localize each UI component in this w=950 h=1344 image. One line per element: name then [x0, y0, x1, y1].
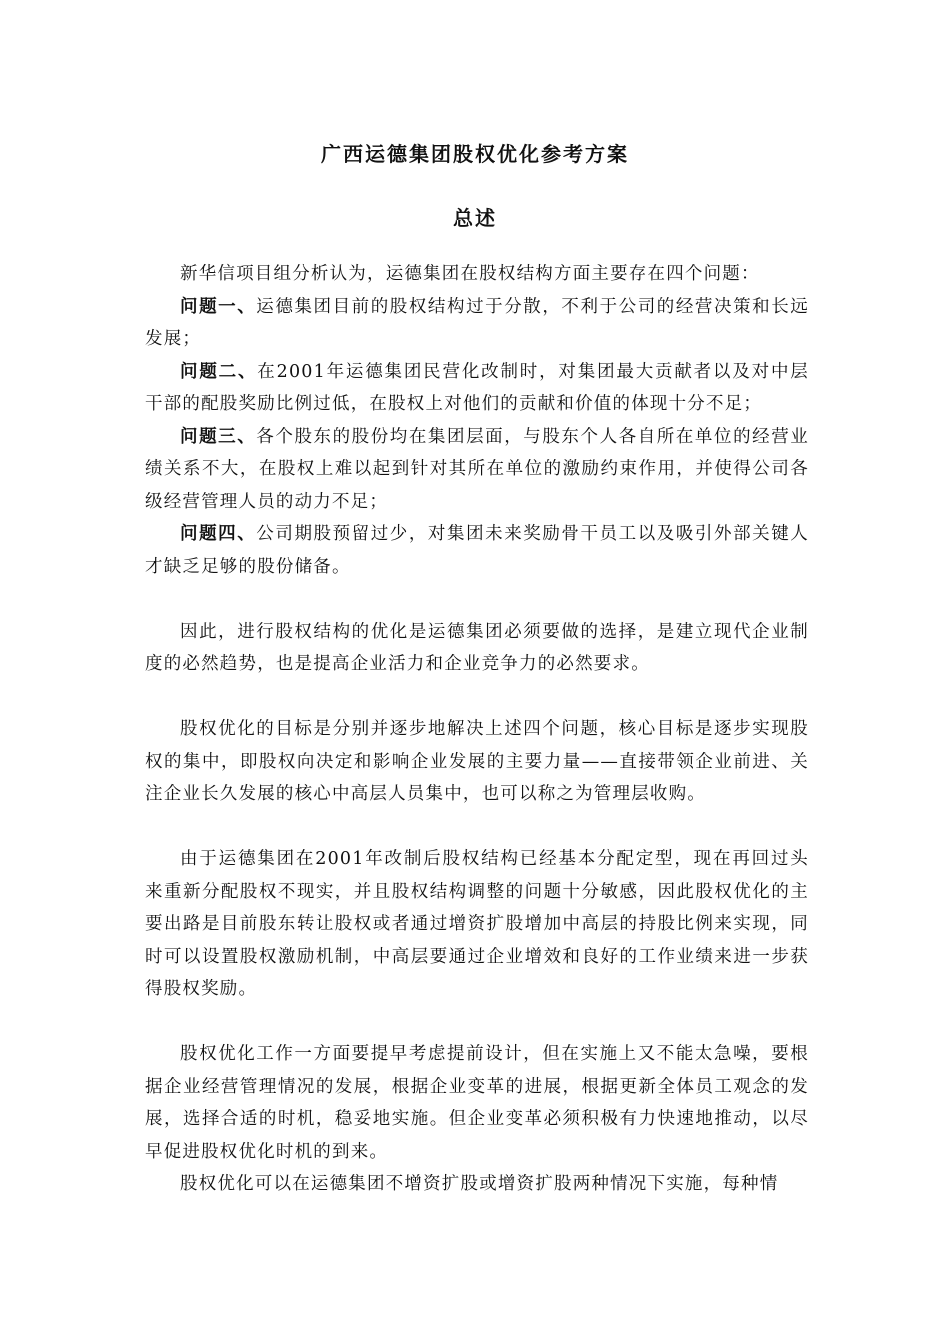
issue-paragraph-2 — [145, 356, 809, 421]
body-paragraph-1: 因此，进行股权结构的优化是运德集团必须要做的选择，是建立现代企业制度的必然趋势，也是提高企业活力和企业竞争力的必然要求。 — [145, 621, 809, 674]
issue-paragraph-4 — [145, 518, 809, 583]
issue-lead-2: 问题二、 — [180, 361, 258, 382]
issue-lead-1: 问题一、 — [180, 296, 257, 317]
document-body — [145, 258, 809, 1201]
document-title: 广西运德集团股权优化参考方案 — [321, 142, 629, 166]
body-paragraph-4: 股权优化工作一方面要提早考虑提前设计，但在实施上又不能太急噪，要根据企业经营管理情况的发展，根据企业变革的进展，根据更新全体员工观念的发展，选择合适的时机，稳妥地实施。但企业变革必须积极有力快速地推动，以尽早促进股权优化时机的到来。 — [145, 1044, 809, 1162]
issue-lead-3: 问题三、 — [180, 426, 257, 447]
issue-text-3: 各个股东的股份均在集团层面，与股东个人各自所在单位的经营业绩关系不大，在股权上难以起到针对其所在单位的激励约束作用，并使得公司各级经营管理人员的动力不足； — [145, 426, 809, 512]
issue-paragraph-1 — [145, 291, 809, 356]
body-paragraph-3: 由于运德集团在2001年改制后股权结构已经基本分配定型，现在再回过头来重新分配股权不现实，并且股权结构调整的问题十分敏感，因此股权优化的主要出路是目前股东转让股权或者通过增资扩股增加中高层的持股比例来实现，同时可以设置股权激励机制，中高层要通过企业增效和良好的工作业绩来进一步获得股权奖励。 — [145, 849, 809, 999]
body-paragraph-5: 股权优化可以在运德集团不增资扩股或增资扩股两种情况下实施，每种情 — [180, 1174, 779, 1194]
section-heading: 总述 — [453, 206, 497, 230]
issue-text-1: 运德集团目前的股权结构过于分散，不利于公司的经营决策和长远发展； — [145, 296, 809, 349]
issue-paragraph-3 — [145, 421, 809, 519]
body-paragraph-2: 股权优化的目标是分别并逐步地解决上述四个问题，核心目标是逐步实现股权的集中，即股权向决定和影响企业发展的主要力量——直接带领企业前进、关注企业长久发展的核心中高层人员集中，也可以称之为管理层收购。 — [145, 719, 809, 804]
issue-text-2: 在2001年运德集团民营化改制时，对集团最大贡献者以及对中层干部的配股奖励比例过低，在股权上对他们的贡献和价值的体现十分不足； — [145, 361, 809, 414]
intro-paragraph: 新华信项目组分析认为，运德集团在股权结构方面主要存在四个问题： — [180, 264, 760, 284]
issue-text-4: 公司期股预留过少，对集团未来奖励骨干员工以及吸引外部关键人才缺乏足够的股份储备。 — [145, 524, 809, 577]
issue-lead-4: 问题四、 — [180, 524, 257, 544]
